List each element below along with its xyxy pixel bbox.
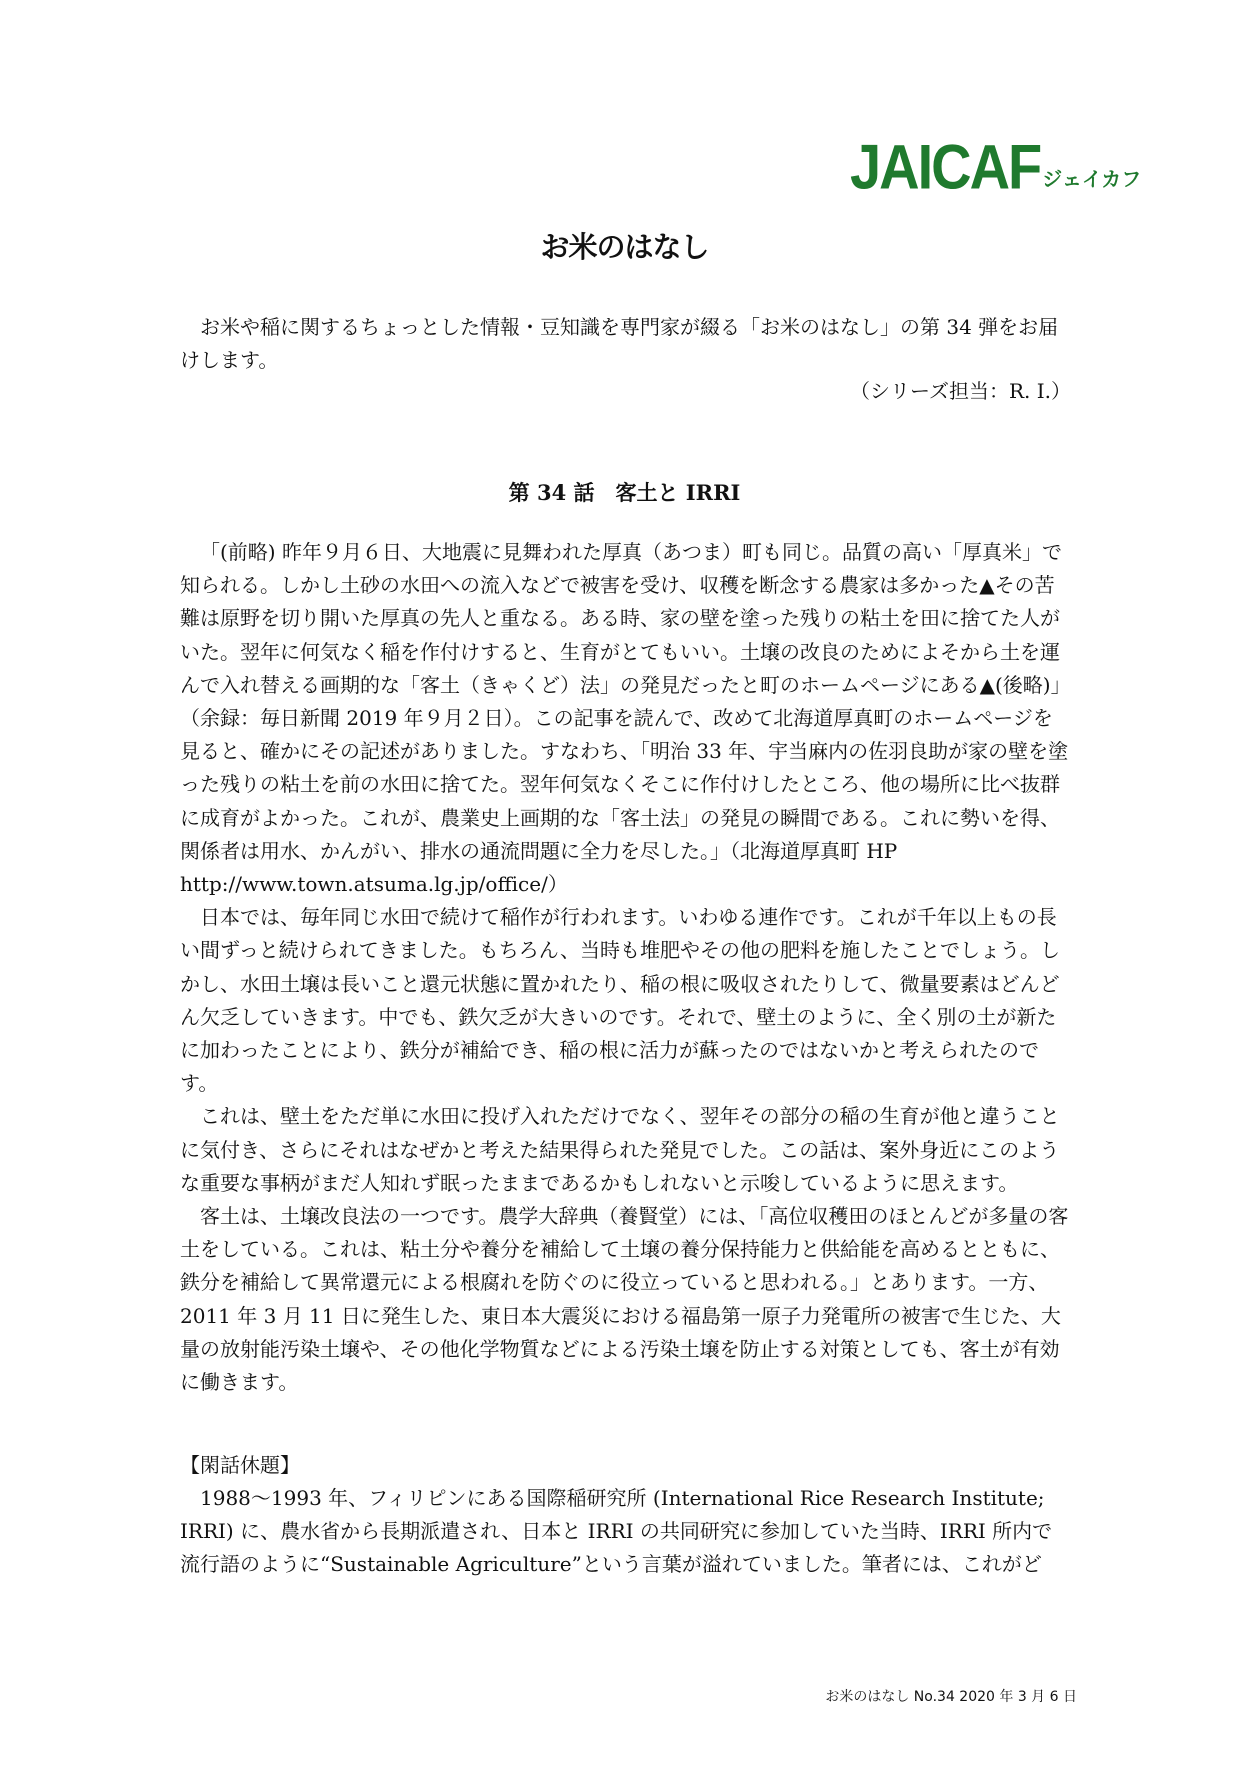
chapter-heading: 第 34 話 客土と IRRI <box>508 480 741 505</box>
page-title: お米のはなし <box>540 230 709 264</box>
page-footer: お米のはなし No.34 2020 年 3 月 6 日 <box>825 1689 1077 1705</box>
aside-section <box>180 1482 1070 1582</box>
jaicaf-logo <box>850 131 1142 203</box>
body-paragraph-1: 「(前略) 昨年９月６日、大地震に見舞われた厚真（あつま）町も同じ。品質の高い「厚真米」で知られる。しかし土砂の水田への流入などで被害を受け、収穫を断念する農家は多かった▲その苦難は原野を切り開いた厚真の先人と重なる。ある時、家の壁を塗った残りの粘土を田に捨てた人がいた。翌年に何気なく稲を作付けすると、生育がとてもいい。土壌の改良のためによそから土を運んで入れ替える画期的な「客土（きゃくど）法」の発見だったと町のホームページにある▲(後略)」（余録：毎日新聞 2019 年９月２日）。この記事を読んで、改めて北海道厚真町のホームページを見ると、確かにその記述がありました。すなわち、「明治 33 年、宇当麻内の佐羽良助が家の壁を塗った残りの粘土を前の水田に捨てた。翌年何気なくそこに作付けしたところ、他の場所に比べ抜群に成育がよかった。これが、農業史上画期的な「客土法」の発見の瞬間である。これに勢いを得、関係者は用水、かんがい、排水の通流問題に全力を尽した。」（北海道厚真町 HP http://www.town.atsuma.lg.jp/office/） <box>180 540 1069 897</box>
series-byline: （シリーズ担当：R. I.） <box>849 379 1071 403</box>
article-body <box>180 536 1070 1399</box>
intro-section <box>180 311 1070 377</box>
aside-paragraph-1: 1988〜1993 年、フィリピンにある国際稲研究所 (International Rice Research Institute; IRRI) に、農水省から長期派遣され、日本と IRRI の共同研究に参加していた当時、IRRI 所内で流行語のように“Sustainable Agriculture”という言葉が溢れていました。筆者には、これがど <box>180 1486 1053 1577</box>
body-paragraph-2: 日本では、毎年同じ水田で続けて稲作が行われます。いわゆる連作です。これが千年以上もの長い間ずっと続けられてきました。もちろん、当時も堆肥やその他の肥料を施したことでしょう。しかし、水田土壌は長いこと還元状態に置かれたり、稲の根に吸収されたりして、微量要素はどんどん欠乏していきます。中でも、鉄欠乏が大きいのです。それで、壁土のように、全く別の土が新たに加わったことにより、鉄分が補給でき、稲の根に活力が蘇ったのではないかと考えられたのです。 <box>180 905 1060 1096</box>
body-paragraph-4: 客土は、土壌改良法の一つです。農学大辞典（養賢堂）には、「高位収穫田のほとんどが多量の客土をしている。これは、粘土分や養分を補給して土壌の養分保持能力と供給能を高めるとともに、鉄分を補給して異常還元による根腐れを防ぐのに役立っていると思われる。」とあります。一方、2011 年 3 月 11 日に発生した、東日本大震災における福島第一原子力発電所の被害で生じた、大量の放射能汚染土壌や、その他化学物質などによる汚染土壌を防止する対策としても、客土が有効に働きます。 <box>180 1204 1069 1395</box>
intro-text: お米や稲に関するちょっとした情報・豆知識を専門家が綴る「お米のはなし」の第 34 弾をお届けします。 <box>180 315 1059 372</box>
logo-katakana: ジェイカフ <box>1042 167 1142 191</box>
logo-wordmark: JAICAF <box>850 131 1041 202</box>
body-paragraph-3: これは、壁土をただ単に水田に投げ入れただけでなく、翌年その部分の稲の生育が他と違うことに気付き、さらにそれはなぜかと考えた結果得られた発見でした。この話は、案外身近にこのような重要な事柄がまだ人知れず眠ったままであるかもしれないと示唆しているように思えます。 <box>180 1104 1060 1195</box>
aside-label: 【閑話休題】 <box>180 1453 300 1477</box>
